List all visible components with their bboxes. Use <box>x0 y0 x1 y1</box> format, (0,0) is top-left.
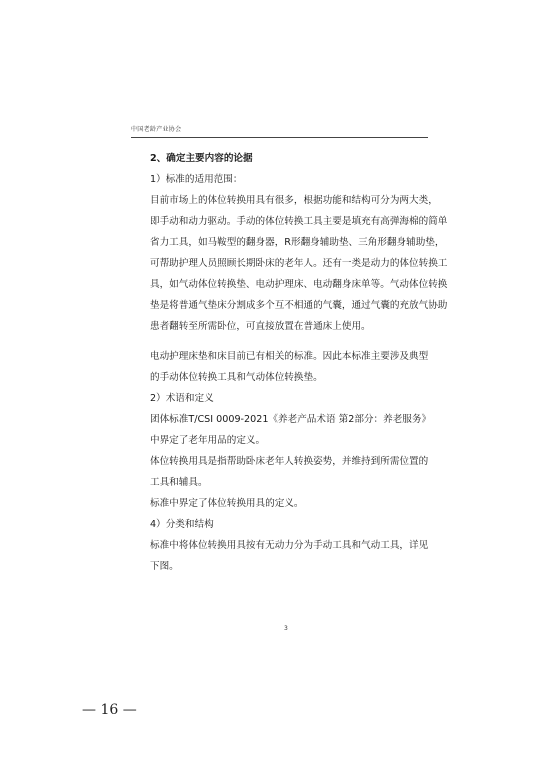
paragraph-definition <box>131 451 431 493</box>
text-line: 工具和辅具。 <box>150 477 208 488</box>
outer-page-number: — 16 — <box>82 702 137 718</box>
paragraph-market-overview <box>131 190 448 337</box>
paragraph-classification <box>131 535 431 577</box>
text-line: 下图。 <box>150 561 179 572</box>
text-line: 体位转换用具是指帮助卧床老年人转换姿势，并维持到所需位置的 <box>150 456 429 467</box>
text-line: 具，如气动体位转换垫、电动护理床、电动翻身床单等。气动体位转换 <box>150 279 448 290</box>
text-line: 省力工具，如马鞍型的翻身器，R形翻身辅助垫、三角形翻身辅助垫， <box>150 237 445 248</box>
text-line: 可帮助护理人员照顾长期卧床的老年人。还有一类是动力的体位转换工 <box>150 258 448 269</box>
text-line: 中界定了老年用品的定义。 <box>150 435 266 446</box>
text-line: 标准中将体位转换用具按有无动力分为手动工具和气动工具，详见 <box>150 540 429 551</box>
header-divider <box>131 137 428 138</box>
paragraph-group-standard <box>131 409 431 451</box>
inner-page-number: 3 <box>284 625 288 632</box>
document-body <box>131 148 448 577</box>
section-heading: 2、确定主要内容的论据 <box>150 153 253 164</box>
header-organization: 中国老龄产业协会 <box>131 126 182 133</box>
text-line: 团体标准T/CSI 0009-2021《养老产品术语 第2部分：养老服务》 <box>150 414 432 425</box>
subsection-terms: 2）术语和定义 <box>150 393 214 404</box>
text-line: 的手动体位转换工具和气动体位转换垫。 <box>150 372 323 383</box>
text-line: 即手动和动力驱动。手动的体位转换工具主要是填充有高弹海棉的简单 <box>150 216 448 227</box>
text-line: 电动护理床垫和床目前已有相关的标准。因此本标准主要涉及典型 <box>150 351 429 362</box>
text-line: 目前市场上的体位转换用具有很多，根据功能和结构可分为两大类， <box>150 195 438 206</box>
text-line: 患者翻转至所需卧位，可直接放置在普通床上使用。 <box>150 321 371 332</box>
text-line: 垫是将普通气垫床分割成多个互不相通的气囊，通过气囊的充放气协助 <box>150 300 448 311</box>
paragraph-definition-note: 标准中界定了体位转换用具的定义。 <box>150 498 304 509</box>
paragraph-existing-standards <box>131 346 431 388</box>
subsection-scope: 1）标准的适用范围： <box>150 174 243 185</box>
subsection-classification: 4）分类和结构 <box>150 519 214 530</box>
